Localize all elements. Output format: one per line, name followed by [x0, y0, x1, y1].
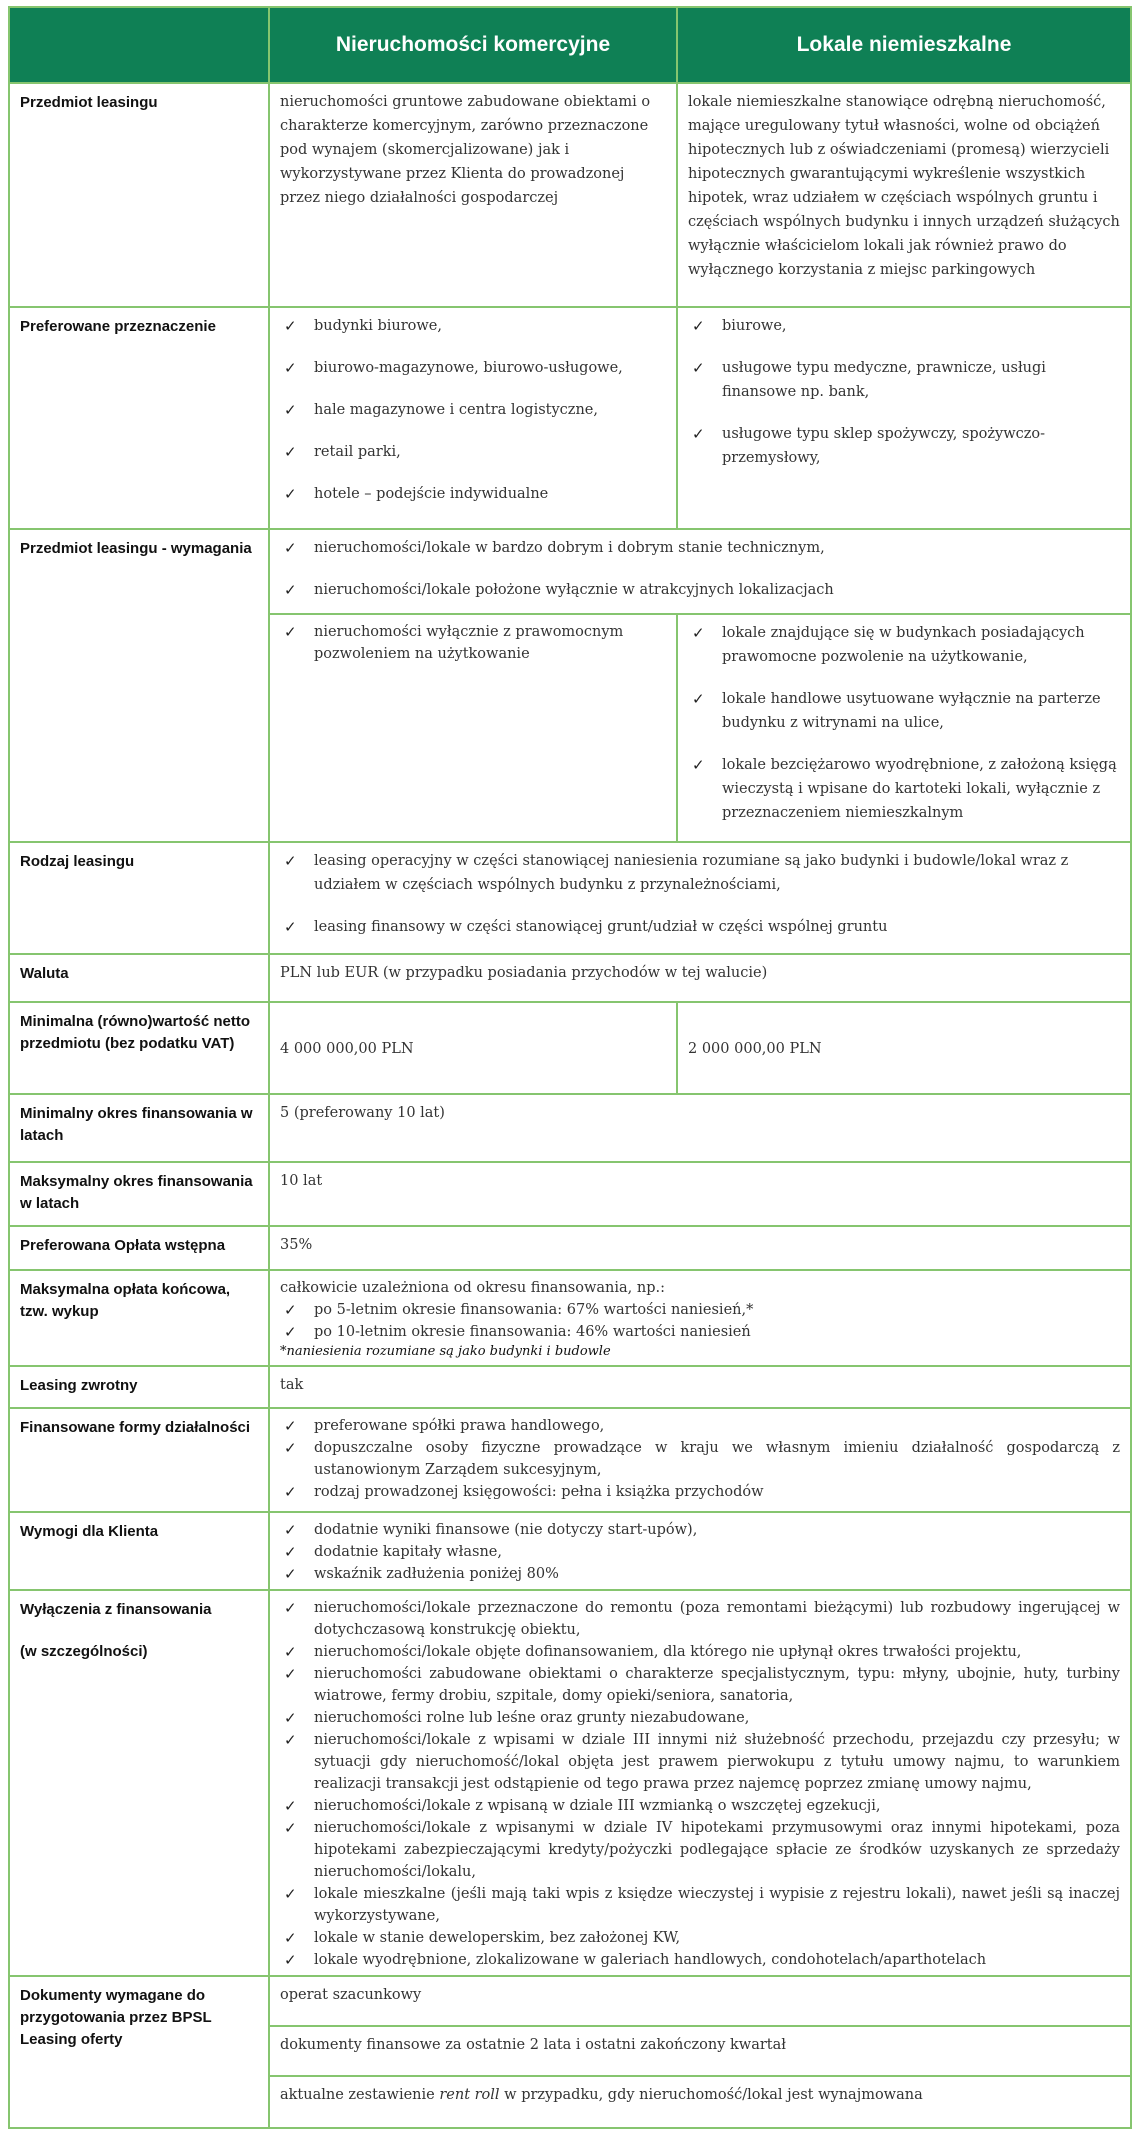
cell-text: całkowicie uzależniona od okresu finansowania, np.:: [280, 1280, 665, 1296]
row-maxokres: [9, 1162, 1131, 1226]
list-item: ✓ hale magazynowe i centra logistyczne,: [280, 398, 666, 422]
check-icon: ✓: [284, 1929, 297, 1947]
list-item: ✓ lokale w stanie deweloperskim, bez założonej KW,: [284, 1929, 681, 1947]
row-label: Maksymalny okres finansowania w latach: [20, 1173, 253, 1212]
row-label: Finansowane formy działalności: [20, 1419, 251, 1436]
check-icon: ✓: [284, 1599, 297, 1617]
list-item: ✓ dodatnie wyniki finansowe (nie dotyczy start-upów),: [284, 1521, 698, 1539]
list-item: ✓ usługowe typu medyczne, prawnicze, usługi finansowe np. bank,: [688, 356, 1120, 404]
row-zwrotny: [9, 1366, 1131, 1408]
footnote: *naniesienia rozumiane są jako budynki i budowle: [280, 1344, 611, 1359]
check-icon: ✓: [284, 1323, 297, 1341]
row-label: Wymogi dla Klienta: [20, 1523, 159, 1540]
check-list: [688, 314, 1120, 470]
row-przeznaczenie: [9, 307, 1131, 529]
list-item: ✓ nieruchomości rolne lub leśne oraz grunty niezabudowane,: [284, 1709, 750, 1727]
check-icon: ✓: [284, 485, 297, 503]
list-item: ✓ nieruchomości zabudowane obiektami o charakterze specjalistycznym, typu: młyny, ubojnie, huty, turbiny wiatrowe, fermy drobiu, szpitale, domy opieki/seniora, sanatoria,: [284, 1665, 1120, 1704]
check-list: [688, 621, 1120, 825]
row-label: Waluta: [20, 965, 69, 982]
leasing-conditions-table: [8, 6, 1132, 2129]
check-icon: ✓: [692, 624, 705, 642]
check-icon: ✓: [284, 1643, 297, 1661]
row-waluta: [9, 954, 1131, 1002]
check-icon: ✓: [284, 1543, 297, 1561]
row-label: Przedmiot leasingu: [20, 94, 158, 111]
list-item: ✓ nieruchomości/lokale przeznaczone do remontu (poza remontami bieżącymi) lub rozbudowy ingerującej w dotychczasową konstrukcję obiektu,: [284, 1599, 1120, 1638]
row-wylaczenia: [9, 1590, 1131, 1976]
list-item: ✓ leasing operacyjny w części stanowiącej naniesienia rozumiane są jako budynki i budowle/lokal wraz z udziałem w częściach wspólnych budynku z przynależnościami,: [280, 849, 1120, 897]
check-icon: ✓: [692, 359, 705, 377]
list-item: ✓ preferowane spółki prawa handlowego,: [284, 1417, 605, 1435]
check-list: [280, 1597, 1120, 1971]
row-wymogi: [9, 1512, 1131, 1590]
check-icon: ✓: [284, 918, 297, 936]
row-label: Przedmiot leasingu - wymagania: [20, 540, 252, 557]
row-label: Leasing zwrotny: [20, 1377, 138, 1394]
list-item: ✓ nieruchomości/lokale objęte dofinansowaniem, dla którego nie upłynął okres trwałości projektu,: [284, 1643, 1022, 1661]
check-icon: ✓: [284, 581, 297, 599]
check-list: [280, 536, 1120, 602]
list-item: ✓ biurowe,: [688, 314, 1120, 338]
cell-text: 4 000 000,00 PLN: [280, 1041, 414, 1057]
row-wykup: [9, 1270, 1131, 1366]
list-item: ✓ lokale znajdujące się w budynkach posiadających prawomocne pozwolenie na użytkowanie,: [688, 621, 1120, 669]
list-item: ✓ nieruchomości/lokale w bardzo dobrym i dobrym stanie technicznym,: [280, 536, 1120, 560]
row-dokumenty: [9, 1976, 1131, 2128]
cell-text: 10 lat: [280, 1173, 323, 1189]
check-icon: ✓: [692, 690, 705, 708]
check-icon: ✓: [284, 401, 297, 419]
document-item: operat szacunkowy: [280, 1987, 422, 2003]
cell-text: nieruchomości gruntowe zabudowane obiektami o charakterze komercyjnym, zarówno przeznaczone pod wynajem (skomercjalizowane) jak i wykorzystywane przez Klienta do prowadzonej przez niego działalności gospodarczej: [280, 94, 651, 206]
row-label: Minimalny okres finansowania w latach: [20, 1105, 253, 1144]
check-icon: ✓: [284, 539, 297, 557]
list-item: ✓ hotele – podejście indywidualne: [280, 482, 666, 506]
row-rodzaj: [9, 842, 1131, 954]
check-icon: ✓: [284, 1885, 297, 1903]
list-item: ✓ nieruchomości/lokale z wpisaną w dziale III wzmianką o wszczętej egzekucji,: [284, 1797, 881, 1815]
document-item: dokumenty finansowe za ostatnie 2 lata i ostatni zakończony kwartał: [280, 2037, 786, 2053]
check-icon: ✓: [284, 1521, 297, 1539]
check-icon: ✓: [284, 1301, 297, 1319]
list-item: ✓ retail parki,: [280, 440, 666, 464]
check-icon: ✓: [284, 1565, 297, 1583]
cell-text: 35%: [280, 1237, 313, 1253]
row-formy: [9, 1408, 1131, 1512]
row-label-sub: (w szczególności): [20, 1643, 148, 1660]
header-corner: [9, 7, 269, 83]
list-item: ✓ nieruchomości/lokale z wpisami w dziale III innymi niż służebność przechodu, przejazdu czy przesyłu; w sytuacji gdy nieruchomość/lokal objęta jest prawem pierwokupu z tytułu umowy najmu, to warunkiem realizacji transakcji jest odstąpienie od tego prawa przez najemcę poprzez zmianę umowy najmu,: [284, 1731, 1120, 1792]
check-icon: ✓: [284, 1417, 297, 1435]
row-minokres: [9, 1094, 1131, 1162]
check-icon: ✓: [284, 1709, 297, 1727]
row-label: Dokumenty wymagane do przygotowania przez BPSL Leasing oferty: [20, 1987, 212, 2048]
cell-text: tak: [280, 1377, 304, 1393]
list-item: ✓ po 10-letnim okresie finansowania: 46% wartości naniesień: [284, 1323, 751, 1341]
check-list: [280, 849, 1120, 939]
check-list: [280, 314, 666, 506]
row-label: Minimalna (równo)wartość netto przedmiotu (bez podatku VAT): [20, 1013, 251, 1052]
header-non-residential: Lokale niemieszkalne: [677, 7, 1131, 83]
header-row: [9, 7, 1131, 83]
check-icon: ✓: [284, 1439, 297, 1457]
check-icon: ✓: [284, 1665, 297, 1683]
list-item: ✓ usługowe typu sklep spożywczy, spożywczo-przemysłowy,: [688, 422, 1120, 470]
row-label: Preferowana Opłata wstępna: [20, 1237, 226, 1254]
row-oplata: [9, 1226, 1131, 1270]
check-list: [280, 621, 666, 665]
check-list: [280, 1415, 1120, 1503]
cell-text: 5 (preferowany 10 lat): [280, 1105, 445, 1121]
check-icon: ✓: [284, 623, 297, 641]
list-item: ✓ nieruchomości/lokale z wpisanymi w dziale IV hipotekami przymusowymi oraz innymi hipotekami, poza hipotekami zabezpieczającymi kredyty/pożyczki podlegające spłacie ze środków uzyskanych ze sprzedaży nieruchomości/lokalu,: [284, 1819, 1120, 1880]
list-item: ✓ dodatnie kapitały własne,: [284, 1543, 502, 1561]
check-icon: ✓: [692, 756, 705, 774]
check-icon: ✓: [284, 852, 297, 870]
check-icon: ✓: [284, 359, 297, 377]
check-icon: ✓: [284, 1731, 297, 1749]
check-list: [280, 1299, 1120, 1343]
list-item: ✓ budynki biurowe,: [280, 314, 666, 338]
list-item: ✓ biurowo-magazynowe, biurowo-usługowe,: [280, 356, 666, 380]
row-przedmiot: [9, 83, 1131, 307]
list-item: ✓ lokale handlowe usytuowane wyłącznie na parterze budynku z witrynami na ulice,: [688, 687, 1120, 735]
list-item: ✓ leasing finansowy w części stanowiącej grunt/udział w części wspólnej gruntu: [280, 915, 1120, 939]
check-icon: ✓: [692, 317, 705, 335]
row-label: Rodzaj leasingu: [20, 853, 135, 870]
check-icon: ✓: [284, 1819, 297, 1837]
list-item: ✓ po 5-letnim okresie finansowania: 67% wartości naniesień,*: [284, 1301, 754, 1319]
list-item: ✓ nieruchomości/lokale położone wyłącznie w atrakcyjnych lokalizacjach: [280, 578, 1120, 602]
row-minwartosc: [9, 1002, 1131, 1094]
list-item: ✓ lokale bezciężarowo wyodrębnione, z założoną księgą wieczystą i wpisane do kartoteki lokali, wyłącznie z przeznaczeniem niemieszkalnym: [688, 753, 1120, 825]
list-item: ✓ rodzaj prowadzonej księgowości: pełna i książka przychodów: [284, 1483, 764, 1501]
document-item: aktualne zestawienie rent roll w przypadku, gdy nieruchomość/lokal jest wynajmowana: [280, 2087, 923, 2103]
row-label: Maksymalna opłata końcowa, tzw. wykup: [20, 1281, 231, 1320]
row-label: Preferowane przeznaczenie: [20, 318, 216, 335]
cell-text: 2 000 000,00 PLN: [688, 1041, 822, 1057]
cell-text: lokale niemieszkalne stanowiące odrębną nieruchomość, mające uregulowany tytuł własności, wolne od obciążeń hipotecznych lub z oświadczeniami (promesą) wierzycieli hipotecznych gwarantującymi wykreślenie wszystkich hipotek, wraz udziałem w częściach wspólnych gruntu i częściach wspólnych budynku i innych urządzeń służących wyłącznie właścicielom lokali jak również prawo do wyłącznego korzystania z miejsc parkingowych: [688, 94, 1120, 278]
header-commercial: Nieruchomości komercyjne: [269, 7, 677, 83]
check-icon: ✓: [284, 1951, 297, 1969]
rent-roll-term: rent roll: [439, 2087, 500, 2103]
check-icon: ✓: [692, 425, 705, 443]
check-icon: ✓: [284, 1797, 297, 1815]
list-item: ✓ lokale mieszkalne (jeśli mają taki wpis z księdze wieczystej i wypisie z rejestru lokali), nawet jeśli są inaczej wykorzystywane,: [284, 1885, 1120, 1924]
list-item: ✓ wskaźnik zadłużenia poniżej 80%: [284, 1565, 559, 1583]
row-label: Wyłączenia z finansowania: [20, 1601, 212, 1618]
cell-text: PLN lub EUR (w przypadku posiadania przychodów w tej walucie): [280, 965, 768, 981]
check-list: [280, 1519, 1120, 1585]
row-wymagania-common: [9, 529, 1131, 614]
list-item: ✓ lokale wyodrębnione, zlokalizowane w galeriach handlowych, condohotelach/aparthotelach: [284, 1951, 987, 1969]
check-icon: ✓: [284, 317, 297, 335]
list-item: ✓ nieruchomości wyłącznie z prawomocnym pozwoleniem na użytkowanie: [284, 623, 624, 662]
check-icon: ✓: [284, 443, 297, 461]
check-icon: ✓: [284, 1483, 297, 1501]
list-item: ✓ dopuszczalne osoby fizyczne prowadzące w kraju we własnym imieniu działalność gospodarczą z ustanowionym Zarządem sukcesyjnym,: [284, 1439, 1120, 1478]
